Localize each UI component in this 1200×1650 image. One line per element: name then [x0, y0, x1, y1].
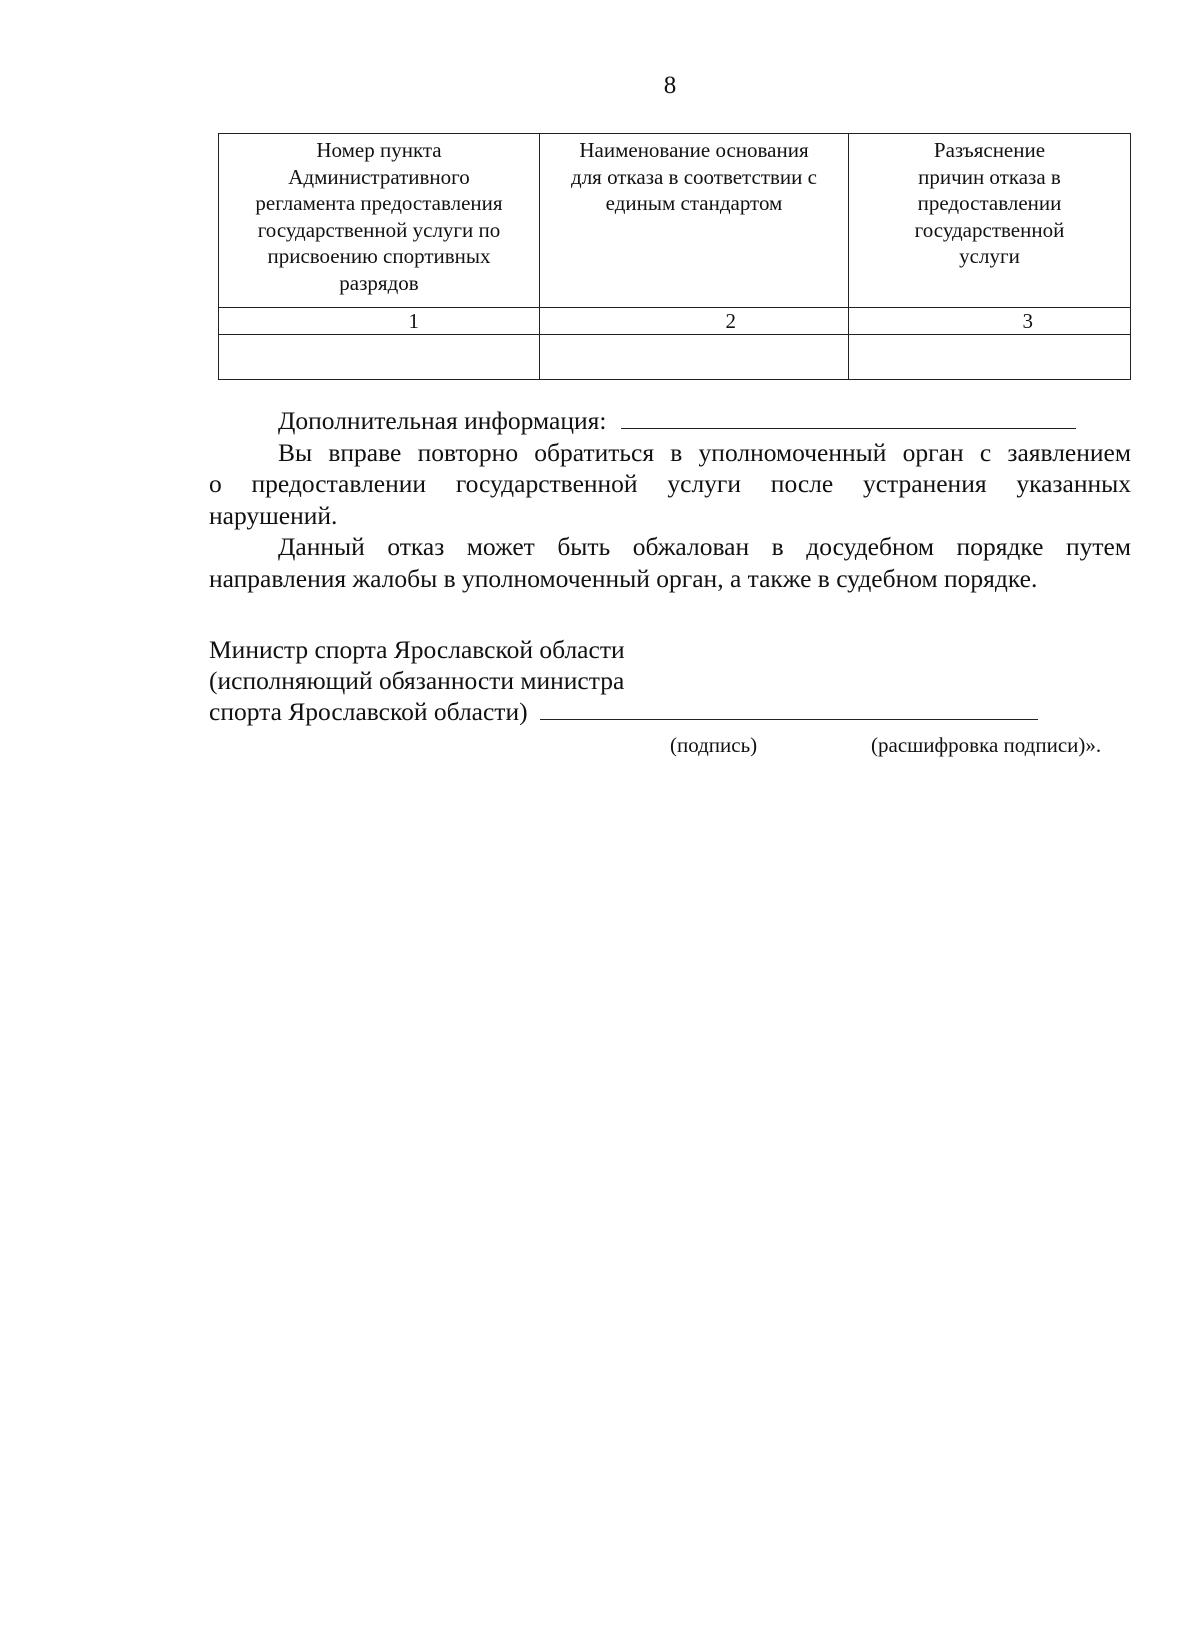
paragraph-line: направления жалобы в уполномоченный орган, а также в судебном порядке. [209, 563, 1038, 593]
header-text-line: Наименование основания [579, 138, 809, 162]
additional-info-line [209, 405, 1131, 437]
header-text-line: Номер пункта [316, 138, 442, 162]
header-text-line: присвоению спортивных [267, 244, 491, 268]
signatory-line: Министр спорта Ярославской области [209, 635, 625, 664]
table-cell [849, 335, 1131, 380]
paragraph-line: о предоставлении государственной услуги после устранения указанных [209, 469, 1131, 498]
paragraph-reapply [209, 437, 1131, 532]
header-cell-refusal-explanation [849, 134, 1131, 308]
table-cell [540, 335, 849, 380]
header-text-line: государственной [914, 217, 1065, 242]
table-cell [219, 335, 540, 380]
paragraph-line: нарушений. [209, 500, 338, 530]
column-number-row [219, 308, 1131, 335]
refusal-reasons-table [218, 133, 1131, 380]
signature-caption: (подпись) [670, 733, 758, 757]
additional-info-label: Дополнительная информация: [278, 406, 607, 435]
page-number: 8 [663, 72, 677, 99]
paragraph-appeal [209, 531, 1131, 594]
header-text-line: услуги [959, 244, 1020, 268]
header-text-line: разрядов [339, 270, 419, 295]
signature-decode-caption: (расшифровка подписи)». [871, 733, 1102, 757]
signatory-line [209, 696, 1038, 727]
header-text-line: Административного [288, 164, 470, 189]
signatory-text: спорта Ярославской области) [209, 697, 528, 726]
paragraph-line: Данный отказ может быть обжалован в досудебном порядке путем [278, 532, 1131, 561]
column-number-cell: 3 [849, 308, 1131, 335]
table-header-row [219, 134, 1131, 308]
header-text-line: для отказа в соответствии с [571, 164, 817, 189]
header-text-line: регламента предоставления [255, 191, 503, 215]
header-text-line: государственной услуги по [257, 217, 501, 242]
column-number-cell: 1 [219, 308, 540, 335]
paragraph-line: Вы вправе повторно обратиться в уполномоченный орган с заявлением [278, 437, 1131, 467]
signature-block [209, 634, 1038, 727]
header-text-line: единым стандартом [605, 191, 783, 215]
signatory-line: (исполняющий обязанности министра [209, 666, 625, 695]
document-body [209, 405, 1131, 594]
table-row [219, 335, 1131, 380]
header-text-line: Разъяснение [933, 138, 1046, 162]
header-text-line: причин отказа в [918, 164, 1061, 189]
header-cell-regulation-item [219, 134, 540, 308]
header-cell-refusal-ground [540, 134, 849, 308]
additional-info-blank [621, 406, 1076, 429]
header-text-line: предоставлении [917, 191, 1062, 215]
column-number-cell: 2 [540, 308, 849, 335]
signature-blank [540, 697, 1038, 720]
